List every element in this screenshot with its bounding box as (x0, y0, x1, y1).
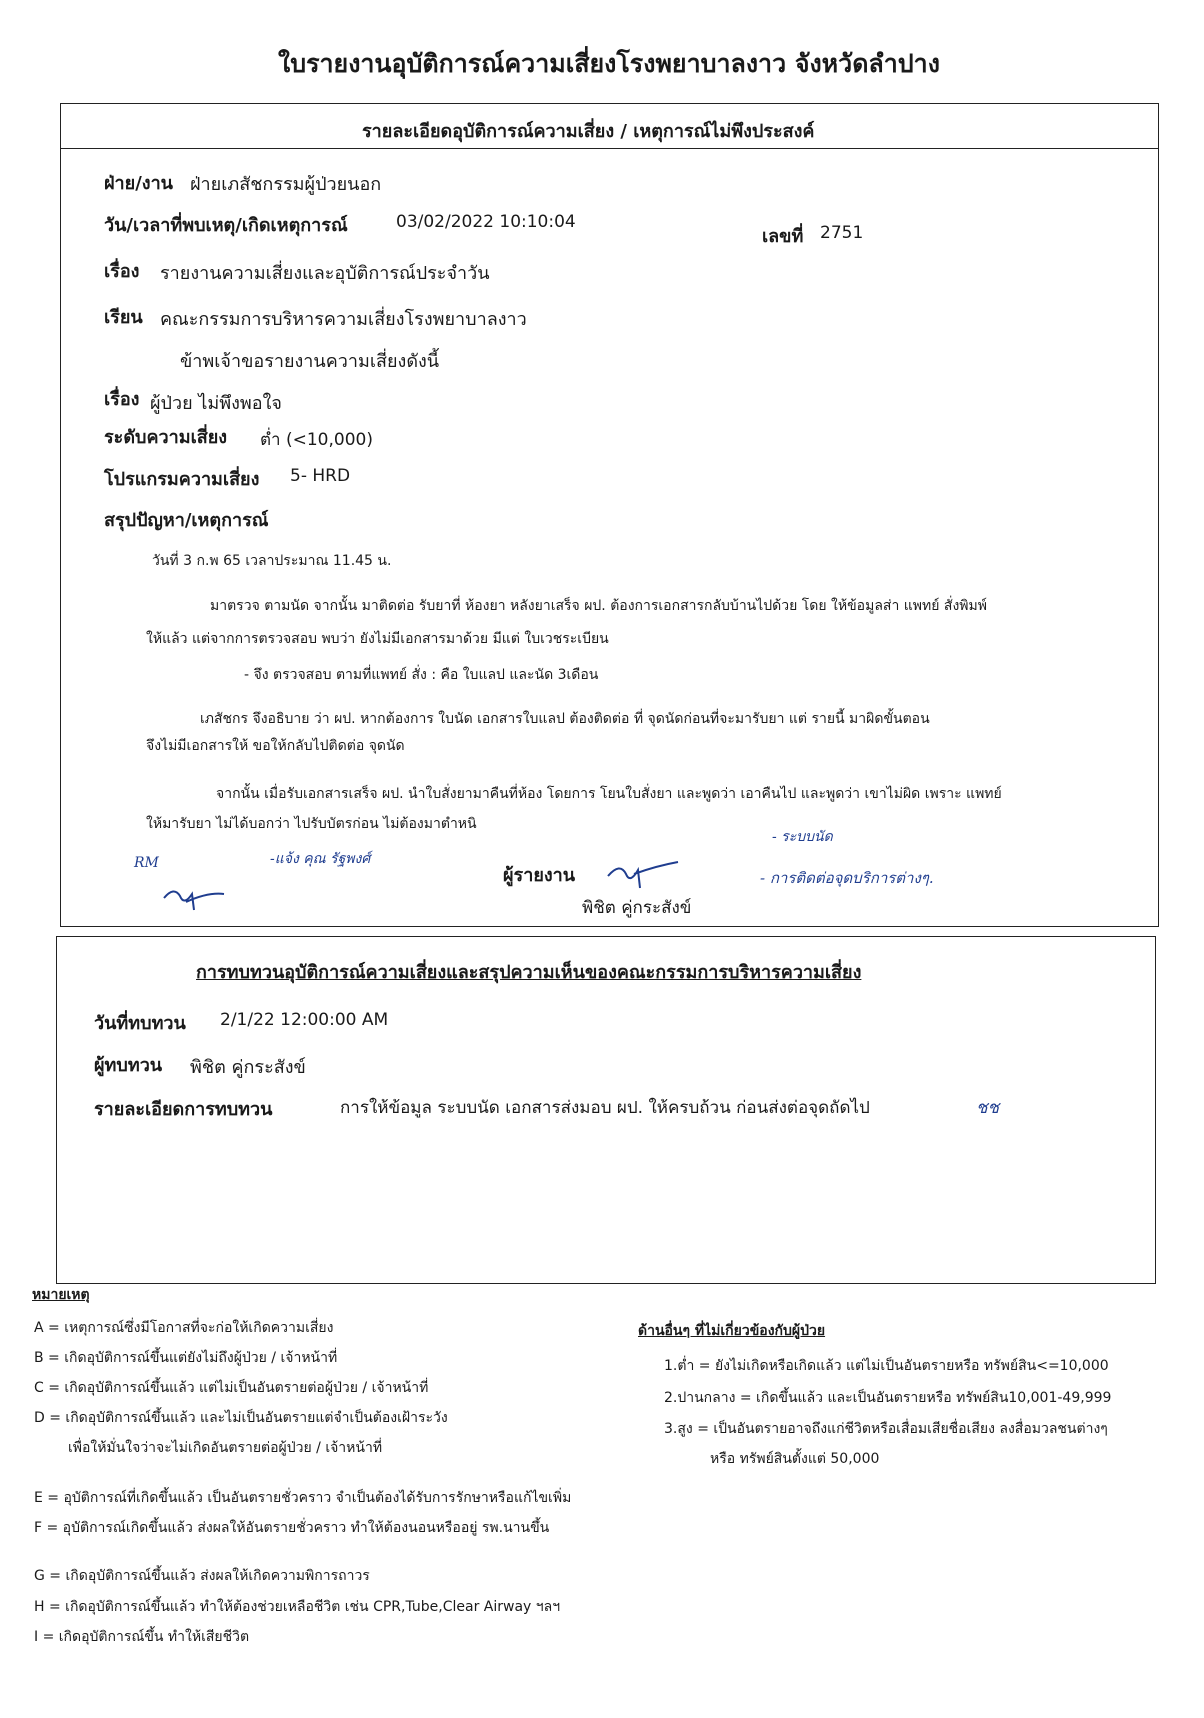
note-item: G = เกิดอุบัติการณ์ขึ้นแล้ว ส่งผลให้เกิดความพิการถาวร (34, 1568, 370, 1584)
summary-line: ให้แล้ว แต่จากการตรวจสอบ พบว่า ยังไม่มีเอกสารมาด้วย มีแต่ ใบเวชระเบียน (146, 631, 609, 647)
note-item: C = เกิดอุบัติการณ์ขึ้นแล้ว แต่ไม่เป็นอันตรายต่อผู้ป่วย / เจ้าหน้าที่ (34, 1380, 429, 1396)
subject2-value: ผู้ป่วย ไม่พึงพอใจ (150, 393, 282, 414)
note-item: A = เหตุการณ์ซึ่งมีโอกาสที่จะก่อให้เกิดความเสี่ยง (34, 1320, 334, 1336)
summary-label: สรุปปัญหา/เหตุการณ์ (104, 510, 269, 531)
reviewer-value: พิชิต คู่กระสังข์ (190, 1057, 306, 1078)
handwriting-rm: RM (134, 855, 159, 871)
note-item: เพื่อให้มั่นใจว่าจะไม่เกิดอันตรายต่อผู้ป่วย / เจ้าหน้าที่ (68, 1440, 383, 1456)
handwriting-contact-points: - การติดต่อจุดบริการต่างๆ. (760, 869, 934, 887)
summary-line: วันที่ 3 ก.พ 65 เวลาประมาณ 11.45 น. (152, 553, 392, 569)
review-detail-handwriting: ชช (976, 1098, 1000, 1118)
section2-header: การทบทวนอุบัติการณ์ความเสี่ยงและสรุปความเห็นของคณะกรรมการบริหารความเสี่ยง (196, 962, 862, 983)
header-divider (60, 148, 1159, 149)
reporter-label: ผู้รายงาน (503, 865, 576, 886)
subject-value: รายงานความเสี่ยงและอุบัติการณ์ประจำวัน (160, 263, 490, 284)
reviewer-label: ผู้ทบทวน (94, 1055, 163, 1076)
subject2-label: เรื่อง (104, 389, 140, 410)
summary-line: จากนั้น เมื่อรับเอกสารเสร็จ ผป. นำใบสั่งยามาคืนที่ห้อง โดยการ โยนใบสั่งยา และพูดว่า เอาคืนไป และพูดว่า เขาไม่ผิด เพราะ แพทย์ (216, 786, 1002, 802)
number-label: เลขที่ (762, 226, 804, 247)
to-value: คณะกรรมการบริหารความเสี่ยงโรงพยาบาลงาว (160, 309, 527, 330)
other-note-item: 3.สูง = เป็นอันตรายอาจถึงแก่ชีวิตหรือเสื่อมเสียชื่อเสียง ลงสื่อมวลชนต่างๆ (664, 1421, 1108, 1437)
summary-line: - จึง ตรวจสอบ ตามที่แพทย์ สั่ง : คือ ใบแลป และนัด 3เดือน (244, 667, 599, 683)
review-detail-label: รายละเอียดการทบทวน (94, 1099, 273, 1120)
note-item: F = อุบัติการณ์เกิดขึ้นแล้ว ส่งผลให้อันตรายชั่วคราว ทำให้ต้องนอนหรืออยู่ รพ.นานขึ้น (34, 1520, 550, 1536)
dept-value: ฝ่ายเภสัชกรรมผู้ป่วยนอก (190, 174, 382, 195)
reporter-signature (604, 852, 684, 894)
summary-line: ให้มารับยา ไม่ได้บอกว่า ไปรับบัตรก่อน ไม่ต้องมาตำหนิ (146, 816, 477, 832)
other-note-item: หรือ ทรัพย์สินตั้งแต่ 50,000 (710, 1451, 880, 1467)
program-value: 5- HRD (290, 466, 351, 486)
note-item: I = เกิดอุบัติการณ์ขึ้น ทำให้เสียชีวิต (34, 1629, 250, 1645)
section1-header: รายละเอียดอุบัติการณ์ความเสี่ยง / เหตุการณ์ไม่พึงประสงค์ (362, 121, 815, 142)
review-date-value: 2/1/22 12:00:00 AM (220, 1010, 389, 1030)
other-note-item: 2.ปานกลาง = เกิดขึ้นแล้ว และเป็นอันตรายหรือ ทรัพย์สิน10,001-49,999 (664, 1390, 1112, 1406)
note-item: H = เกิดอุบัติการณ์ขึ้นแล้ว ทำให้ต้องช่วยเหลือชีวิต เช่น CPR,Tube,Clear Airway ฯลฯ (34, 1599, 561, 1615)
document-title: ใบรายงานอุบัติการณ์ความเสี่ยงโรงพยาบาลงาว จังหวัดลำปาง (278, 49, 940, 78)
reporter-name: พิชิต คู่กระสังข์ (582, 898, 692, 918)
dept-label: ฝ่าย/งาน (104, 173, 173, 194)
subject-label: เรื่อง (104, 261, 140, 282)
summary-line: จึงไม่มีเอกสารให้ ขอให้กลับไปติดต่อ จุดนัด (146, 738, 405, 754)
note-item: E = อุบัติการณ์ที่เกิดขึ้นแล้ว เป็นอันตรายชั่วคราว จำเป็นต้องได้รับการรักษาหรือแก้ไขเพิ่ม (34, 1490, 572, 1506)
note-item: B = เกิดอุบัติการณ์ขึ้นแต่ยังไม่ถึงผู้ป่วย / เจ้าหน้าที่ (34, 1350, 338, 1366)
notes-heading: หมายเหตุ (32, 1287, 90, 1303)
note-item: D = เกิดอุบัติการณ์ขึ้นแล้ว และไม่เป็นอันตรายแต่จำเป็นต้องเฝ้าระวัง (34, 1410, 448, 1426)
initials-signature (160, 880, 230, 920)
risk-level-label: ระดับความเสี่ยง (104, 427, 228, 448)
risk-level-value: ต่ำ (<10,000) (260, 430, 373, 450)
review-date-label: วันที่ทบทวน (94, 1013, 186, 1034)
datetime-label: วัน/เวลาที่พบเหตุ/เกิดเหตุการณ์ (104, 215, 348, 236)
to-label: เรียน (104, 307, 143, 328)
datetime-value: 03/02/2022 10:10:04 (396, 212, 576, 232)
summary-line: มาตรวจ ตามนัด จากนั้น มาติดต่อ รับยาที่ ห้องยา หลังยาเสร็จ ผป. ต้องการเอกสารกลับบ้านไปด้วย โดย ให้ข้อมูลส่า แพทย์ สั่งพิมพ์ (210, 598, 987, 614)
review-detail-value: การให้ข้อมูล ระบบนัด เอกสารส่งมอบ ผป. ให้ครบถ้วน ก่อนส่งต่อจุดถัดไป (340, 1098, 870, 1118)
other-note-item: 1.ต่ำ = ยังไม่เกิดหรือเกิดแล้ว แต่ไม่เป็นอันตรายหรือ ทรัพย์สิน<=10,000 (664, 1358, 1109, 1374)
program-label: โปรแกรมความเสี่ยง (104, 469, 260, 490)
intro-line: ข้าพเจ้าขอรายงานความเสี่ยงดังนี้ (180, 351, 440, 372)
handwriting-notify: -แจ้ง คุณ รัฐพงศ์ (270, 851, 371, 867)
number-value: 2751 (820, 223, 864, 243)
handwriting-appointment: - ระบบนัด (772, 829, 833, 845)
summary-line: เภสัชกร จึงอธิบาย ว่า ผป. หากต้องการ ใบนัด เอกสารใบแลป ต้องติดต่อ ที่ จุดนัดก่อนที่จะมารับยา แต่ รายนี้ มาผิดขั้นตอน (200, 711, 930, 727)
other-notes-heading: ด้านอื่นๆ ที่ไม่เกี่ยวข้องกับผู้ป่วย (638, 1323, 826, 1339)
